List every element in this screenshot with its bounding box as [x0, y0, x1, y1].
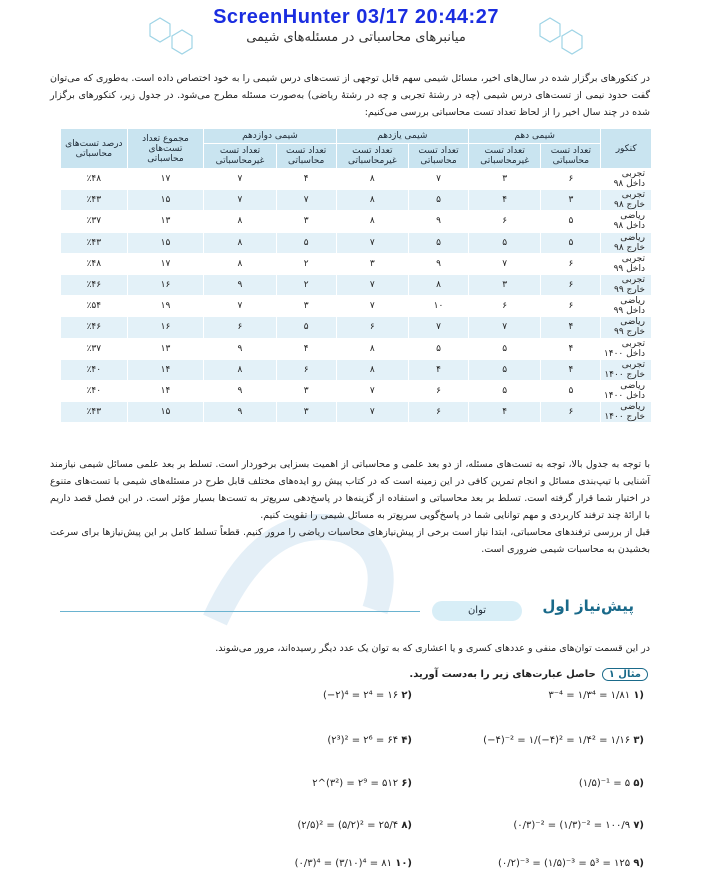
example-expression: (۰/۳)⁴ = (۳/۱۰)⁴ = ۸۱: [294, 858, 396, 869]
intro-paragraph: در کنکورهای برگزار شده در سال‌های اخیر، مسائل شیمی سهم قابل توجهی از تست‌های درس شیمی را به خود اختصاص داده است. به‌طوری که می‌توان گفت حدود نیمی از تست‌های درس شیمی (چه در رشتهٔ تجربی و چه در رشتهٔ ریاضی) به‌صورت مسئله مطرح می‌شود. در جدول زیر، کنکورهای برگزار شده در چند سال اخیر را از لحاظ تعداد تست محاسباتی بررسی می‌کنیم:: [50, 73, 650, 118]
table-cell-n11: ۸: [336, 169, 408, 190]
header-noncalc-12: تعداد تست غیرمحاسباتی: [204, 144, 276, 169]
example-item: [295, 858, 412, 869]
example-number: ۷): [633, 820, 644, 831]
table-cell-p: ٪۴۸: [61, 169, 128, 190]
table-cell-n11: ۷: [336, 402, 408, 423]
table-cell-t: ۱۵: [127, 190, 204, 211]
table-cell-t: ۱۶: [127, 317, 204, 338]
table-cell-n12: ۷: [204, 296, 276, 317]
example-number: ۲): [401, 690, 412, 701]
table-cell-c12: ۵: [276, 317, 336, 338]
table-cell-c11: ۱۰: [409, 296, 469, 317]
table-cell-n11: ۷: [336, 296, 408, 317]
table-cell-c11: ۹: [409, 211, 469, 232]
section-divider: [60, 611, 420, 612]
table-cell-k: ریاضی داخل ۱۴۰۰: [601, 380, 652, 401]
table-row: [61, 296, 652, 317]
prerequisite-banner: [412, 595, 642, 625]
example-item: [312, 778, 412, 789]
table-cell-n11: ۸: [336, 190, 408, 211]
header-percent: درصد تست‌های محاسباتی: [61, 129, 128, 169]
header-konkur: کنکور: [601, 129, 652, 169]
header-calc-11: تعداد تست محاسباتی: [409, 144, 469, 169]
example-expression: (۰/۳)⁻² = (۱/۳)⁻² = ۱۰۰/۹: [513, 820, 634, 831]
table-cell-n11: ۸: [336, 359, 408, 380]
example-number: ۱۰): [395, 858, 412, 869]
table-row: [61, 338, 652, 359]
table-row: [61, 190, 652, 211]
example-item: [513, 820, 644, 831]
after-table-paragraph: با توجه به جدول بالا، توجه به تست‌های مسئله، از دو بعد علمی و محاسباتی از اهمیت بسزایی برخوردار است. تسلط بر بعد علمی مسائل شیمی نیازمند آشنایی با تیپ‌بندی مسائل و انجام تمرین کافی در این زمینه است که در کتاب پیش رو ایده‌های مختلف قابل طرح در مسئله‌های شیمی با تست‌های متنوع در اختیار شما قرار گرفته است. تسلط بر بعد محاسباتی و استفاده از گزینه‌ها در پاسخ‌دهی سریع‌تر به تست‌ها بسیار مؤثر است. در این فصل قصد داریم با ارائهٔ چند ترفند کاربردی و مهم توانایی شما در پاسخ‌گویی سریع‌تر به مسائل شیمی را تقویت کنیم. قبل از بررسی ترفندهای محاسباتی، ابتدا نیاز است برخی از پیش‌نیازهای محاسبات ریاضی را مرور کنیم. قطعاً تسلط کامل بر این پیش‌نیازها برای سرعت بخشیدن به محاسبات شیمی ضروری است.: [50, 459, 650, 555]
table-cell-n11: ۷: [336, 232, 408, 253]
table-cell-t: ۱۳: [127, 211, 204, 232]
example-number: ۶): [401, 778, 412, 789]
table-cell-c11: ۶: [409, 380, 469, 401]
table-cell-k: تجربی داخل ۹۹: [601, 253, 652, 274]
table-cell-n12: ۸: [204, 211, 276, 232]
table-cell-n12: ۷: [204, 169, 276, 190]
table-cell-p: ٪۴۳: [61, 190, 128, 211]
table-cell-c11: ۶: [409, 402, 469, 423]
table-cell-n10: ۵: [469, 359, 541, 380]
example-number: ۵): [633, 778, 644, 789]
table-cell-c12: ۳: [276, 402, 336, 423]
example-number: ۴): [401, 735, 412, 746]
table-cell-c10: ۶: [541, 296, 601, 317]
table-cell-n12: ۷: [204, 190, 276, 211]
table-cell-c12: ۳: [276, 296, 336, 317]
table-cell-n11: ۸: [336, 211, 408, 232]
table-cell-n11: ۳: [336, 253, 408, 274]
table-cell-n11: ۷: [336, 274, 408, 295]
table-cell-c12: ۳: [276, 380, 336, 401]
table-cell-n10: ۶: [469, 211, 541, 232]
table-cell-t: ۱۵: [127, 402, 204, 423]
table-cell-n12: ۹: [204, 274, 276, 295]
table-cell-k: ریاضی خارج ۱۴۰۰: [601, 402, 652, 423]
table-cell-k: ریاضی داخل ۹۹: [601, 296, 652, 317]
table-cell-c10: ۶: [541, 274, 601, 295]
example-item: [483, 735, 644, 746]
table-cell-p: ٪۴۶: [61, 274, 128, 295]
table-cell-t: ۱۴: [127, 359, 204, 380]
table-cell-k: ریاضی خارج ۹۹: [601, 317, 652, 338]
table-cell-c11: ۴: [409, 359, 469, 380]
table-cell-t: ۱۴: [127, 380, 204, 401]
table-cell-c10: ۳: [541, 190, 601, 211]
header-grade11: شیمی یازدهم: [336, 129, 468, 144]
example-expression: (۱/۵)⁻¹ = ۵: [578, 778, 634, 789]
example-badge: مثال ۱: [602, 668, 648, 681]
table-cell-n10: ۵: [469, 380, 541, 401]
table-cell-p: ٪۳۷: [61, 338, 128, 359]
table-cell-c12: ۲: [276, 253, 336, 274]
table-cell-p: ٪۴۳: [61, 402, 128, 423]
table-row: [61, 359, 652, 380]
table-cell-k: تجربی داخل ۱۴۰۰: [601, 338, 652, 359]
example-item: [498, 858, 644, 869]
table-cell-c10: ۵: [541, 232, 601, 253]
table-cell-n12: ۸: [204, 359, 276, 380]
table-cell-c12: ۴: [276, 169, 336, 190]
header-total: مجموع تعداد تست‌های محاسباتی: [127, 129, 204, 169]
table-cell-c11: ۸: [409, 274, 469, 295]
table-cell-n10: ۳: [469, 169, 541, 190]
table-cell-n11: ۶: [336, 317, 408, 338]
table-row: [61, 274, 652, 295]
table-cell-p: ٪۵۴: [61, 296, 128, 317]
table-cell-p: ٪۴۸: [61, 253, 128, 274]
table-cell-c10: ۴: [541, 338, 601, 359]
table-cell-n12: ۹: [204, 338, 276, 359]
header-noncalc-11: تعداد تست غیرمحاسباتی: [336, 144, 408, 169]
table-cell-c11: ۷: [409, 317, 469, 338]
header-calc-12: تعداد تست محاسباتی: [276, 144, 336, 169]
example-item: [327, 735, 412, 746]
prerequisite-text: در این قسمت توان‌های منفی و عددهای کسری و یا اعشاری که به توان یک عدد دیگر رسیده‌اند، مرور می‌شوند.: [215, 643, 650, 654]
header-calc-10: تعداد تست محاسباتی: [541, 144, 601, 169]
example-heading: [409, 668, 648, 681]
table-cell-n12: ۶: [204, 317, 276, 338]
example-expression: ۲^(۳²) = ۲⁹ = ۵۱۲: [312, 778, 402, 789]
table-cell-c11: ۵: [409, 338, 469, 359]
example-number: ۳): [633, 735, 644, 746]
table-cell-n10: ۴: [469, 190, 541, 211]
table-cell-t: ۱۵: [127, 232, 204, 253]
table-cell-n12: ۹: [204, 380, 276, 401]
table-cell-t: ۱۳: [127, 338, 204, 359]
table-row: [61, 169, 652, 190]
example-item: [579, 778, 644, 789]
example-expression: (−۴)⁻² = ۱/(−۴)² = ۱/۴² = ۱/۱۶: [483, 735, 634, 746]
table-cell-p: ٪۴۶: [61, 317, 128, 338]
table-cell-n12: ۸: [204, 253, 276, 274]
table-row: [61, 211, 652, 232]
example-expression: ۳⁻⁴ = ۱/۳⁴ = ۱/۸۱: [548, 690, 634, 701]
example-instruction: حاصل عبارت‌های زیر را به‌دست آورید.: [409, 669, 596, 680]
table-cell-c10: ۵: [541, 211, 601, 232]
table-cell-p: ٪۴۰: [61, 359, 128, 380]
example-item: [323, 690, 412, 701]
table-cell-t: ۱۹: [127, 296, 204, 317]
table-row: [61, 402, 652, 423]
table-cell-c12: ۲: [276, 274, 336, 295]
table-cell-k: تجربی داخل ۹۸: [601, 169, 652, 190]
konkur-table: [60, 128, 652, 423]
prerequisite-topic-pill: توان: [432, 601, 522, 621]
table-cell-n10: ۶: [469, 296, 541, 317]
table-cell-c12: ۴: [276, 338, 336, 359]
table-cell-c12: ۵: [276, 232, 336, 253]
table-cell-n10: ۷: [469, 317, 541, 338]
table-cell-c12: ۳: [276, 211, 336, 232]
header-noncalc-10: تعداد تست غیرمحاسباتی: [469, 144, 541, 169]
table-cell-c10: ۵: [541, 380, 601, 401]
table-cell-p: ٪۴۳: [61, 232, 128, 253]
example-item: [548, 690, 644, 701]
table-cell-k: ریاضی داخل ۹۸: [601, 211, 652, 232]
table-cell-c11: ۵: [409, 232, 469, 253]
table-cell-c10: ۶: [541, 402, 601, 423]
table-cell-t: ۱۶: [127, 274, 204, 295]
table-cell-p: ٪۴۰: [61, 380, 128, 401]
table-cell-n10: ۴: [469, 402, 541, 423]
example-expression: (۲/۵)² = (۵/۲)² = ۲۵/۴: [297, 820, 402, 831]
table-cell-n11: ۸: [336, 338, 408, 359]
table-cell-n11: ۷: [336, 380, 408, 401]
table-cell-n10: ۳: [469, 274, 541, 295]
table-row: [61, 380, 652, 401]
table-row: [61, 253, 652, 274]
table-cell-c12: ۷: [276, 190, 336, 211]
screenhunter-watermark: ScreenHunter 03/17 20:44:27: [213, 6, 499, 28]
table-cell-n10: ۵: [469, 338, 541, 359]
table-cell-k: تجربی خارج ۱۴۰۰: [601, 359, 652, 380]
table-cell-c11: ۵: [409, 190, 469, 211]
example-expression: (۲³)² = ۲⁶ = ۶۴: [327, 735, 402, 746]
table-cell-c12: ۶: [276, 359, 336, 380]
table-cell-c10: ۶: [541, 253, 601, 274]
table-cell-c10: ۴: [541, 317, 601, 338]
page-title: میانبرهای محاسباتی در مسئله‌های شیمی: [246, 30, 466, 45]
prerequisite-title: پیش‌نیاز اول: [542, 597, 634, 615]
table-row: [61, 232, 652, 253]
table-cell-t: ۱۷: [127, 253, 204, 274]
table-cell-c11: ۷: [409, 169, 469, 190]
table-cell-n12: ۸: [204, 232, 276, 253]
table-cell-p: ٪۳۷: [61, 211, 128, 232]
example-item: [297, 820, 412, 831]
table-row: [61, 317, 652, 338]
table-cell-n10: ۵: [469, 232, 541, 253]
table-cell-n12: ۹: [204, 402, 276, 423]
table-cell-c11: ۹: [409, 253, 469, 274]
example-expression: (۰/۲)⁻³ = (۱/۵)⁻³ = ۵³ = ۱۲۵: [498, 858, 634, 869]
example-number: ۹): [633, 858, 644, 869]
example-number: ۸): [401, 820, 412, 831]
table-cell-t: ۱۷: [127, 169, 204, 190]
table-cell-n10: ۷: [469, 253, 541, 274]
table-cell-k: تجربی خارج ۹۸: [601, 190, 652, 211]
header-grade12: شیمی دوازدهم: [204, 129, 336, 144]
example-number: ۱): [633, 690, 644, 701]
table-cell-k: ریاضی خارج ۹۸: [601, 232, 652, 253]
example-expression: (−۲)⁴ = ۲⁴ = ۱۶: [322, 690, 402, 701]
header-grade10: شیمی دهم: [469, 129, 601, 144]
table-cell-c10: ۶: [541, 169, 601, 190]
table-cell-k: تجربی خارج ۹۹: [601, 274, 652, 295]
table-cell-c10: ۴: [541, 359, 601, 380]
